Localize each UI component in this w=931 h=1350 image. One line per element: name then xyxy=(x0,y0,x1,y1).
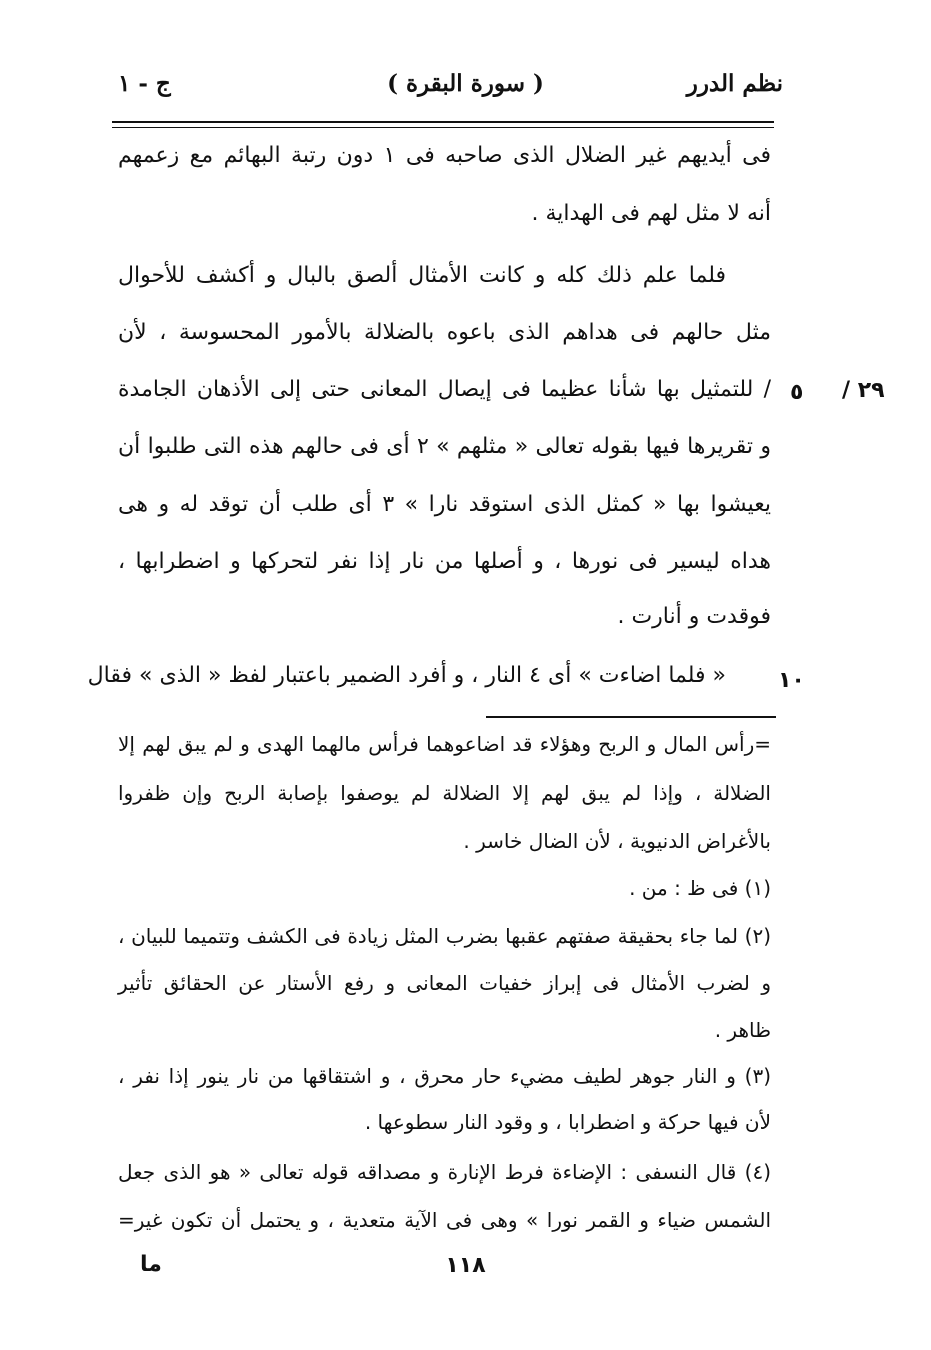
footnote-line-4: (١) فى ظ : من . xyxy=(629,876,771,900)
margin-line-number-10: ١٠ xyxy=(778,668,805,693)
footnote-line-3: بالأغراض الدنيوية ، لأن الضال خاسر . xyxy=(463,829,771,853)
footnote-line-9: لأن فيها حركة و اضطرابا ، و وقود النار سطوعها . xyxy=(364,1110,771,1134)
body-line-6: و تقريرها فيها بقوله تعالى « مثلهم » ٢ أى فى حالهم هذه التى طلبوا أن xyxy=(118,434,771,459)
catchword: ما xyxy=(140,1252,162,1277)
footnote-line-2: الضلالة ، وإذا لم يبق لهم إلا الضلالة لم يوصفوا بإصابة الربح وإن ظفروا xyxy=(118,781,771,805)
header-rule-thick xyxy=(112,121,774,123)
body-line-7: يعيشوا بها « كمثل الذى استوقد نارا » ٣ أى طلب أن توقد له و هى xyxy=(118,492,772,517)
margin-folio-marker: ٢٩ / xyxy=(842,378,885,403)
footnote-line-7: ظاهر . xyxy=(714,1018,771,1042)
footnote-line-1: =رأس المال و الربح وهؤلاء قد اضاعوهما فرأس مالهما الهدى و لم يبق لهم إلا xyxy=(118,732,771,756)
body-line-1: فى أيديهم غير الضلال الذى صاحبه فى ١ دون رتبة البهائم مع زعمهم xyxy=(118,143,772,168)
body-line-4: مثل حالهم فى هداهم الذى باعوه بالضلالة بالأمور المحسوسة ، لأن xyxy=(118,320,771,345)
body-line-2: أنه لا مثل لهم فى الهداية . xyxy=(531,201,771,226)
footnote-line-6: و لضرب الأمثال فى إبراز خفيات المعانى و رفع الأستار عن الحقائق تأثير xyxy=(118,971,771,995)
footnote-line-11: الشمس ضياء و القمر نورا » وهى فى الآية متعدية ، و يحتمل أن تكون غير= xyxy=(118,1208,771,1232)
footnote-line-8: (٣) و النار جوهر لطيف مضيء حار محرق ، و اشتقاقها من نار ينور إذا نفر ، xyxy=(118,1064,771,1088)
header-surah: ( سورة البقرة ) xyxy=(387,70,544,97)
body-line-9: فوقدت و أنارت . xyxy=(617,604,771,629)
body-line-3: فلما علم ذلك كله و كانت الأمثال ألصق بالبال و أكشف للأحوال xyxy=(118,263,726,288)
body-line-10: « فلما اضاءت » أى ٤ النار ، و أفرد الضمير باعتبار لفظ « الذى » فقال xyxy=(87,663,726,688)
body-line-8: هداه ليسير فى نورها ، و أصلها من نار إذا نفر لتحركها و اضطرابها ، xyxy=(118,549,771,574)
footnote-line-5: (٢) لما جاء بحقيقة صفتهم عقبها بضرب المثل زيادة فى الكشف وتتميما للبيان ، xyxy=(118,924,771,948)
header-volume: ج - ١ xyxy=(118,70,171,97)
footnote-line-10: (٤) قال النسفى : الإضاءة فرط الإنارة و مصداقه قوله تعالى « هو الذى جعل xyxy=(118,1160,771,1184)
footnote-separator xyxy=(486,716,776,718)
header-rule-thin xyxy=(112,127,774,128)
margin-line-number-5: ٥ xyxy=(790,380,804,405)
body-line-5: / للتمثيل بها شأنا عظيما فى إيصال المعانى حتى إلى الأذهان الجامدة xyxy=(118,377,771,402)
page-number: ١١٨ xyxy=(445,1253,486,1278)
header-book-title: نظم الدرر xyxy=(686,70,783,97)
